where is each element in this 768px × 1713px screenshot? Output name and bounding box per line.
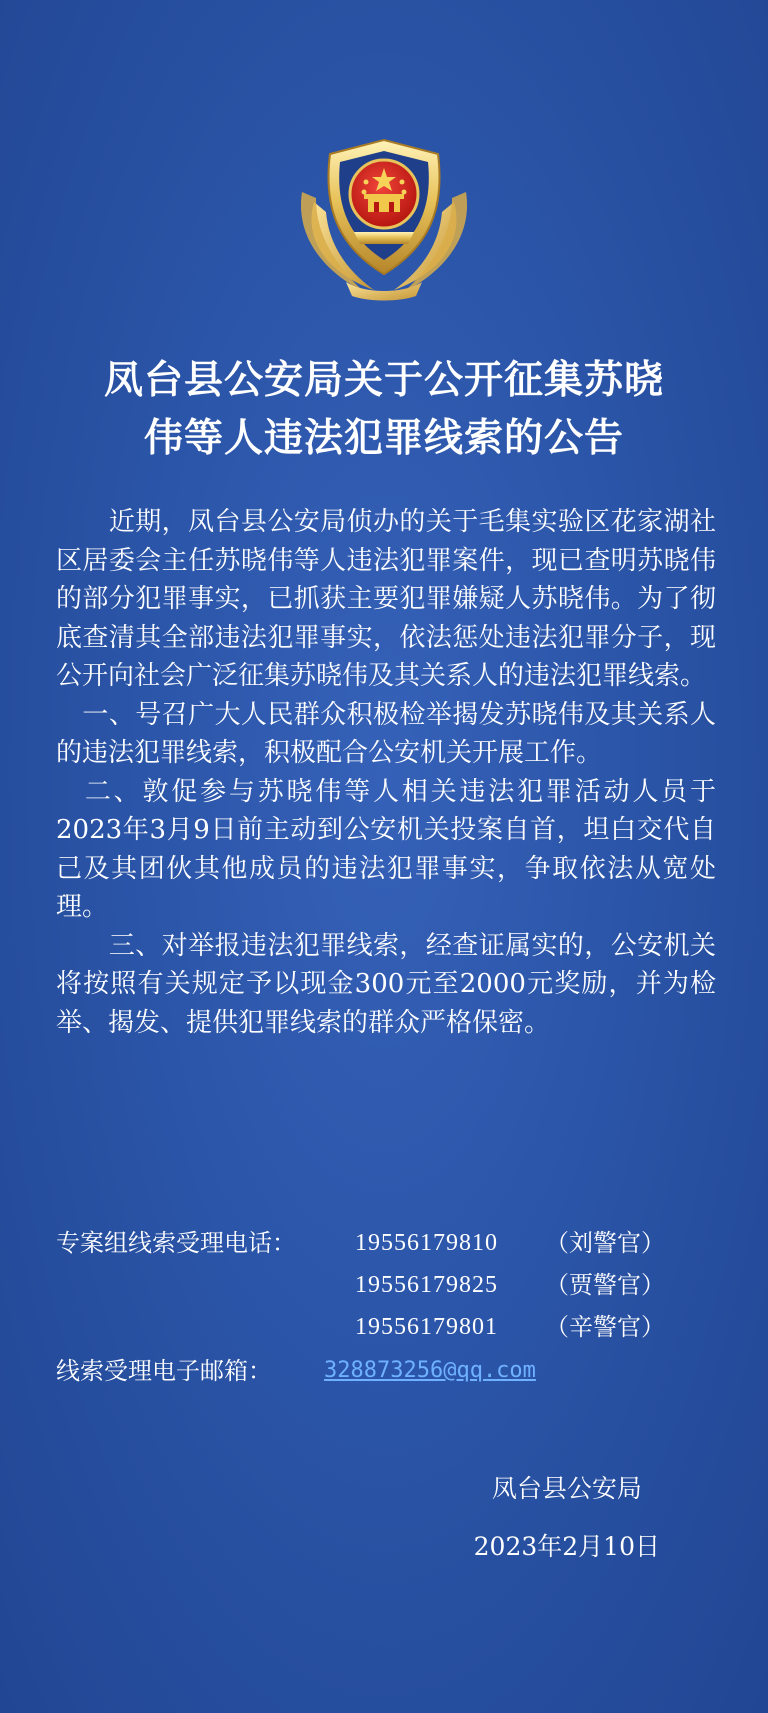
phone-number: 19556179810 bbox=[355, 1230, 498, 1256]
issuer: 凤台县公安局 bbox=[491, 1474, 642, 1503]
contact-row bbox=[56, 1306, 695, 1348]
email-label: 线索受理电子邮箱： bbox=[56, 1357, 272, 1385]
paragraph-item-2: 二、敦促参与苏晓伟等人相关违法犯罪活动人员于2023年3月9日前主动到公安机关投案自首，坦白交代自己及其团伙其他成员的违法犯罪事实，争取依法从宽处理。 bbox=[56, 776, 716, 922]
notice-body bbox=[56, 503, 716, 1042]
phone-label: 专案组线索受理电话： bbox=[56, 1229, 296, 1257]
paragraph-intro: 近期，凤台县公安局侦办的关于毛集实验区花家湖社区居委会主任苏晓伟等人违法犯罪案件，现已查明苏晓伟的部分犯罪事实，已抓获主要犯罪嫌疑人苏晓伟。为了彻底查清其全部违法犯罪事实，依法惩处违法犯罪分子，现公开向社会广泛征集苏晓伟及其关系人的违法犯罪线索。 bbox=[56, 507, 716, 691]
signoff bbox=[474, 1460, 660, 1576]
phone-label-spacer bbox=[56, 1264, 355, 1306]
issue-date: 2023年2月10日 bbox=[473, 1532, 660, 1561]
email-row bbox=[56, 1350, 695, 1392]
contact-row bbox=[56, 1264, 695, 1306]
contact-row bbox=[56, 1222, 695, 1264]
paragraph-item-1: 一、号召广大人民群众积极检举揭发苏晓伟及其关系人的违法犯罪线索，积极配合公安机关开展工作。 bbox=[56, 699, 716, 768]
police-emblem-icon bbox=[294, 132, 474, 304]
title-line-2: 伟等人违法犯罪线索的公告 bbox=[143, 416, 624, 461]
contact-section bbox=[56, 1222, 695, 1392]
officer-name: （贾警官） bbox=[545, 1271, 665, 1299]
officer-name: （刘警官） bbox=[545, 1229, 665, 1257]
paragraph-item-3: 三、对举报违法犯罪线索，经查证属实的，公安机关将按照有关规定予以现金300元至2000元奖励，并为检举、揭发、提供犯罪线索的群众严格保密。 bbox=[56, 930, 716, 1038]
officer-name: （辛警官） bbox=[545, 1313, 665, 1341]
email-link[interactable]: 328873256@qq.com bbox=[324, 1358, 536, 1383]
phone-number: 19556179825 bbox=[355, 1272, 498, 1298]
title-line-1: 凤台县公安局关于公开征集苏晓 bbox=[103, 358, 664, 403]
phone-number: 19556179801 bbox=[355, 1314, 498, 1340]
notice-title bbox=[60, 352, 708, 468]
phone-label-spacer bbox=[56, 1306, 355, 1348]
